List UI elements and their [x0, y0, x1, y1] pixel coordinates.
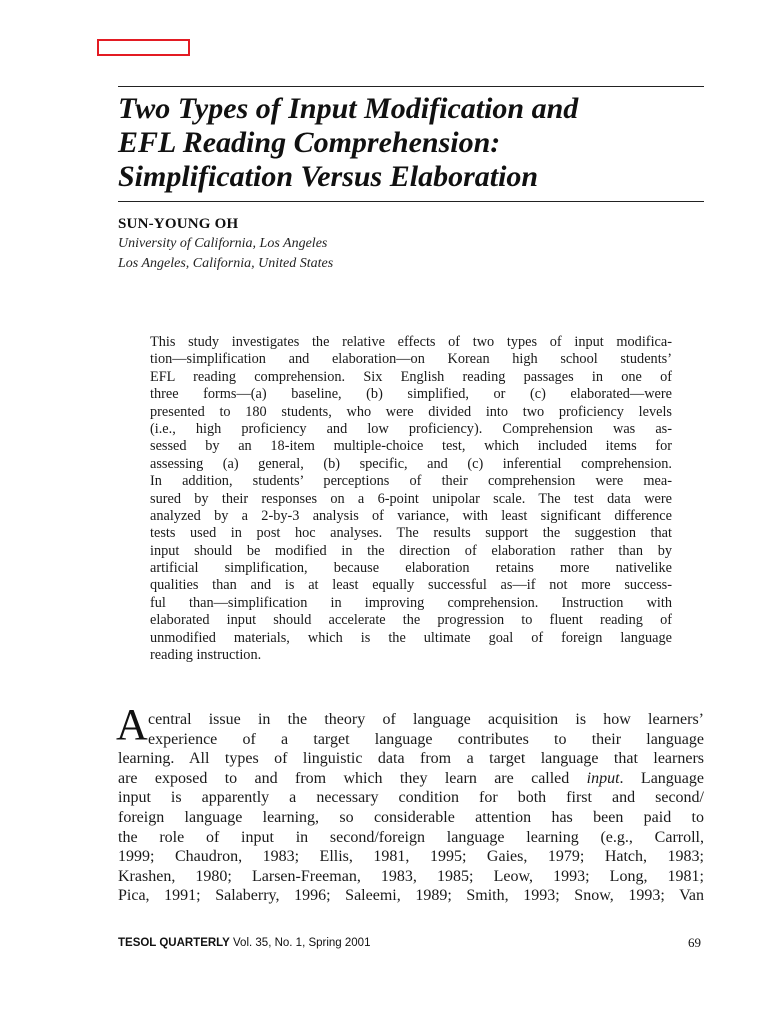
drop-cap: A: [116, 700, 148, 749]
abstract: [150, 334, 672, 664]
body-line-text: are exposed to and from which they learn are called: [118, 769, 587, 787]
page-number: 69: [688, 935, 701, 950]
abstract-line: In addition, students’ perceptions of their comprehension were mea-: [150, 473, 672, 490]
title-line: Simplification Versus Elaboration: [118, 160, 539, 193]
affiliation-location: Los Angeles, California, United States: [118, 256, 334, 271]
abstract-line: sured by their responses on a 6-point unipolar scale. The test data were: [150, 490, 672, 507]
body-paragraph: [118, 710, 704, 906]
abstract-line: input should be modified in the direction of elaboration rather than by: [150, 542, 672, 559]
body-line: the role of input in second/foreign language learning (e.g., Carroll,: [118, 828, 704, 846]
abstract-line: (i.e., high proficiency and low proficiency). Comprehension was as-: [150, 420, 672, 437]
abstract-line: tion—simplification and elaboration—on Korean high school students’: [150, 351, 672, 368]
body-line: 1999; Chaudron, 1983; Ellis, 1981, 1995; Gaies, 1979; Hatch, 1983;: [118, 848, 704, 866]
body-line: [118, 769, 704, 789]
abstract-line: unmodified materials, which is the ultimate goal of foreign language: [150, 629, 672, 646]
article-title: [118, 92, 718, 194]
body-line: central issue in the theory of language acquisition is how learners’: [148, 711, 704, 728]
body-line: Pica, 1991; Salaberry, 1996; Saleemi, 1989; Smith, 1993; Snow, 1993; Van: [118, 887, 704, 905]
abstract-line: EFL reading comprehension. Six English reading passages in one of: [150, 368, 672, 385]
abstract-line: This study investigates the relative effects of two types of input modifica-: [150, 334, 672, 350]
journal-issue: Vol. 35, No. 1, Spring 2001: [229, 937, 371, 949]
body-line-text: . Language: [619, 769, 704, 787]
journal-name: TESOL QUARTERLY: [118, 937, 230, 949]
title-line: Two Types of Input Modification and: [118, 92, 579, 125]
input-term: input: [586, 769, 620, 787]
title-top-rule: [118, 86, 704, 87]
body-line: learning. All types of linguistic data from a target language that learners: [118, 750, 704, 768]
abstract-line: tests used in post hoc analyses. The results support the suggestion that: [150, 525, 672, 542]
abstract-line: three forms—(a) baseline, (b) simplified, or (c) elaborated—were: [150, 386, 672, 403]
body-line: input is apparently a necessary condition for both first and second/: [118, 789, 704, 807]
abstract-line: artificial simplification, because elaboration retains more nativelike: [150, 560, 672, 577]
abstract-line: sessed by an 18-item multiple-choice test, which included items for: [150, 438, 672, 455]
abstract-line: qualities than and is at least equally successful as—if not more success-: [150, 577, 672, 594]
abstract-line: analyzed by a 2-by-3 analysis of variance, with least significant difference: [150, 507, 672, 524]
body-line: experience of a target language contributes to their language: [148, 730, 704, 748]
abstract-line: elaborated input should accelerate the progression to fluent reading of: [150, 612, 672, 629]
journal-footer: [118, 937, 370, 949]
red-outline-box: [97, 39, 190, 56]
title-bottom-rule: [118, 201, 704, 202]
abstract-line: reading instruction.: [150, 647, 262, 664]
abstract-line: ful than—simplification in improving comprehension. Instruction with: [150, 594, 672, 611]
title-line: EFL Reading Comprehension:: [118, 126, 501, 159]
abstract-line: assessing (a) general, (b) specific, and (c) inferential comprehension.: [150, 455, 672, 472]
author-name: SUN-YOUNG OH: [118, 216, 239, 232]
body-line: Krashen, 1980; Larsen-Freeman, 1983, 1985; Leow, 1993; Long, 1981;: [118, 867, 704, 885]
affiliation-university: University of California, Los Angeles: [118, 236, 328, 251]
body-line: foreign language learning, so considerable attention has been paid to: [118, 808, 704, 826]
abstract-line: presented to 180 students, who were divided into two proficiency levels: [150, 403, 672, 420]
